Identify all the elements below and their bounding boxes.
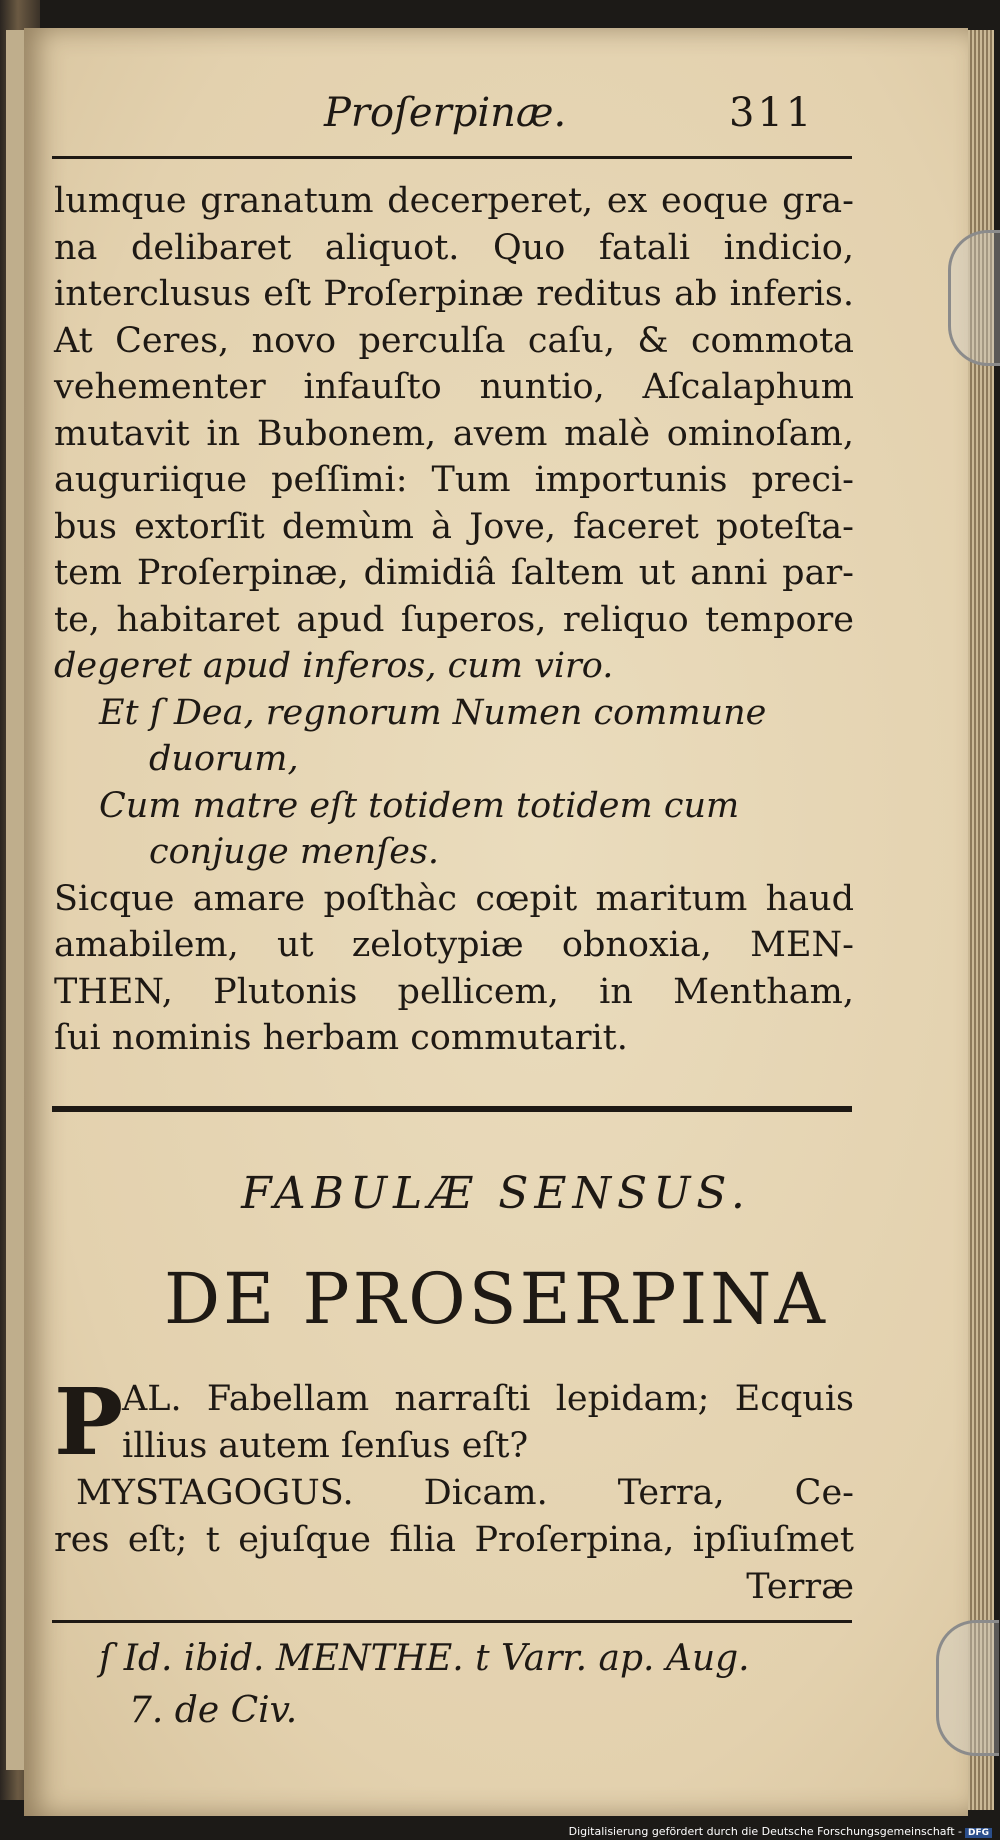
running-head-title: Proſerpinæ. — [324, 90, 567, 136]
page-number: 311 — [729, 90, 815, 136]
running-head — [24, 90, 968, 150]
text-line: interclusus eſt Proſerpinæ reditus ab inferis. — [54, 274, 854, 314]
footnote-line: 7. de Civ. — [129, 1690, 298, 1731]
text-line: THEN, Plutonis pellicem, in Mentham, — [54, 971, 854, 1012]
credit-text: Digitalisierung gefördert durch die Deutsche Forschungsgemeinschaft - — [568, 1825, 962, 1838]
dialog-line: illius autem ſenſus eſt? — [122, 1426, 529, 1466]
drop-cap: P — [54, 1368, 124, 1476]
digitization-credit — [569, 1825, 992, 1838]
text-line: te, habitaret apud ſuperos, reliquo tempore — [54, 599, 854, 640]
book-page — [24, 28, 968, 1816]
verse-line: Cum matre eſt totidem totidem cum — [99, 785, 740, 826]
dialog-line: AL. Fabellam narraſti lepidam; Ecquis — [122, 1379, 854, 1419]
text-line: degeret apud inferos, cum viro. — [54, 646, 614, 686]
catchword: Terræ — [746, 1567, 854, 1607]
dialog-line: MYSTAGOGUS. Dicam. Terra, Ce- — [76, 1473, 854, 1513]
text-line: amabilem, ut zelotypiæ obnoxia, MEN- — [54, 925, 854, 965]
verse-line: Et ſ Dea, regnorum Numen commune — [99, 692, 767, 733]
footnote-line: ſ Id. ibid. MENTHE. t Varr. ap. Aug. — [99, 1638, 750, 1679]
text-line: bus extorſit demùm à Jove, faceret poteſta- — [54, 506, 854, 547]
text-line: na delibaret aliquot. Quo fatali indicio, — [54, 227, 854, 268]
book-clip-bottom — [936, 1620, 999, 1756]
dialog-line: res eſt; t ejuſque filia Proſerpina, ipſiuſmet — [54, 1520, 854, 1560]
text-line: tem Proſerpinæ, dimidiâ ſaltem ut anni par- — [54, 553, 854, 593]
text-line: lumque granatum decerperet, ex eoque gra- — [54, 181, 854, 221]
text-line: auguriique peſſimi: Tum importunis preci- — [54, 460, 854, 500]
verse-line: conjuge menſes. — [149, 832, 440, 872]
footnote-rule — [52, 1620, 852, 1623]
dialog-text — [54, 1368, 854, 1611]
dfg-logo: DFG — [965, 1828, 992, 1838]
text-line: At Ceres, novo perculſa caſu, & commota — [54, 320, 854, 361]
section-title: FABULÆ SENSUS. — [241, 1168, 751, 1219]
header-rule — [52, 156, 852, 159]
verse-line: duorum, — [149, 739, 299, 779]
section-rule — [52, 1106, 852, 1112]
text-line: mutavit in Bubonem, avem malè ominoſam, — [54, 413, 854, 454]
main-title: DE PROSERPINA — [164, 1258, 828, 1340]
text-line: ſui nominis herbam commutarit. — [54, 1018, 628, 1058]
body-text — [54, 178, 854, 1062]
text-line: vehementer infauſto nuntio, Aſcalaphum — [54, 367, 854, 407]
footnotes — [99, 1633, 859, 1737]
book-clip-top — [948, 230, 1000, 366]
text-line: Sicque amare poſthàc cœpit maritum haud — [54, 878, 854, 919]
